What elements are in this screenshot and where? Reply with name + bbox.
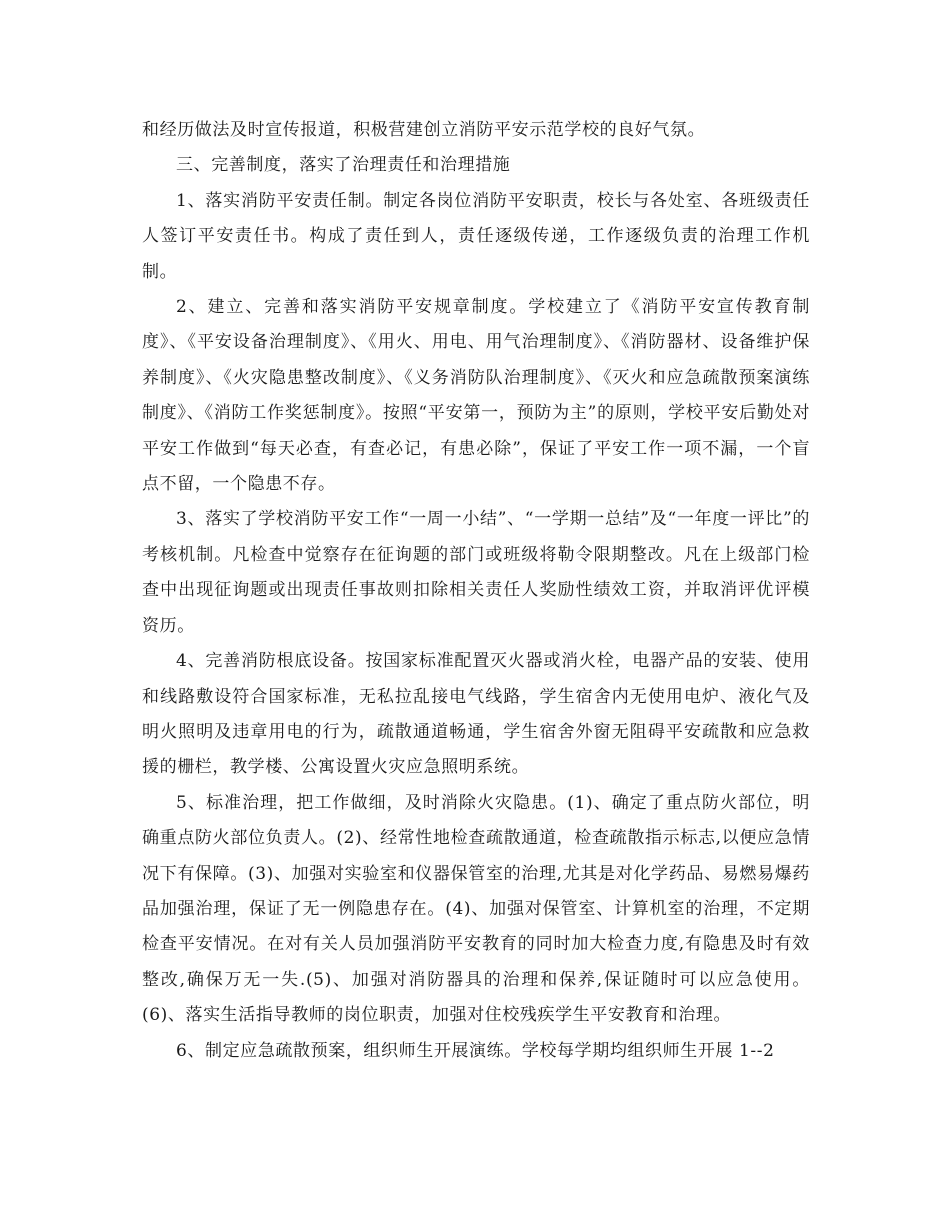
document-body xyxy=(142,113,810,1069)
paragraph-item-6: 6、制定应急疏散预案，组织师生开展演练。学校每学期均组织师生开展 1--2 xyxy=(176,1040,775,1061)
section-heading: 三、完善制度，落实了治理责任和治理措施 xyxy=(176,155,511,176)
paragraph-item-3: 3、落实了学校消防平安工作“一周一小结”、“一学期一总结”及“一年度一评比”的考核机制。凡检查中觉察存在征询题的部门或班级将勒令限期整改。凡在上级部门检查中出现征询题或出现责任事故则扣除相关责任人奖励性绩效工资，并取消评优评模资历。 xyxy=(142,509,810,636)
paragraph-item-4: 4、完善消防根底设备。按国家标准配置灭火器或消火栓，电器产品的安装、使用和线路敷设符合国家标准，无私拉乱接电气线路，学生宿舍内无使用电炉、液化气及明火照明及违章用电的行为，疏散通道畅通，学生宿舍外窗无阻碍平安疏散和应急救援的栅栏，教学楼、公寓设置火灾应急照明系统。 xyxy=(142,651,810,778)
paragraph-item-5: 5、标准治理，把工作做细，及时消除火灾隐患。(1)、确定了重点防火部位，明确重点防火部位负责人。(2)、经常性地检查疏散通道，检查疏散指示标志,以便应急情况下有保障。(3)、加强对实验室和仪器保管室的治理,尤其是对化学药品、易燃易爆药品加强治理，保证了无一例隐患存在。(4)、加强对保管室、计算机室的治理，不定期检查平安情况。在对有关人员加强消防平安教育的同时加大检查力度,有隐患及时有效整改,确保万无一失.(5)、加强对消防器具的治理和保养,保证随时可以应急使用。(6)、落实生活指导教师的岗位职责，加强对住校残疾学生平安教育和治理。 xyxy=(142,792,810,1026)
paragraph-item-1: 1、落实消防平安责任制。制定各岗位消防平安职责，校长与各处室、各班级责任人签订平安责任书。构成了责任到人，责任逐级传递，工作逐级负责的治理工作机制。 xyxy=(142,190,810,282)
paragraph-item-2: 2、建立、完善和落实消防平安规章制度。学校建立了《消防平安宣传教育制度》、《平安设备治理制度》、《用火、用电、用气治理制度》、《消防器材、设备维护保养制度》、《火灾隐患整改制度》、《义务消防队治理制度》、《灭火和应急疏散预案演练制度》、《消防工作奖惩制度》。按照“平安第一，预防为主”的原则，学校平安后勤处对平安工作做到“每天必查，有查必记，有患必除”，保证了平安工作一项不漏，一个盲点不留，一个隐患不存。 xyxy=(142,297,810,495)
paragraph-continuation: 和经历做法及时宣传报道，积极营建创立消防平安示范学校的良好气氛。 xyxy=(142,120,706,140)
